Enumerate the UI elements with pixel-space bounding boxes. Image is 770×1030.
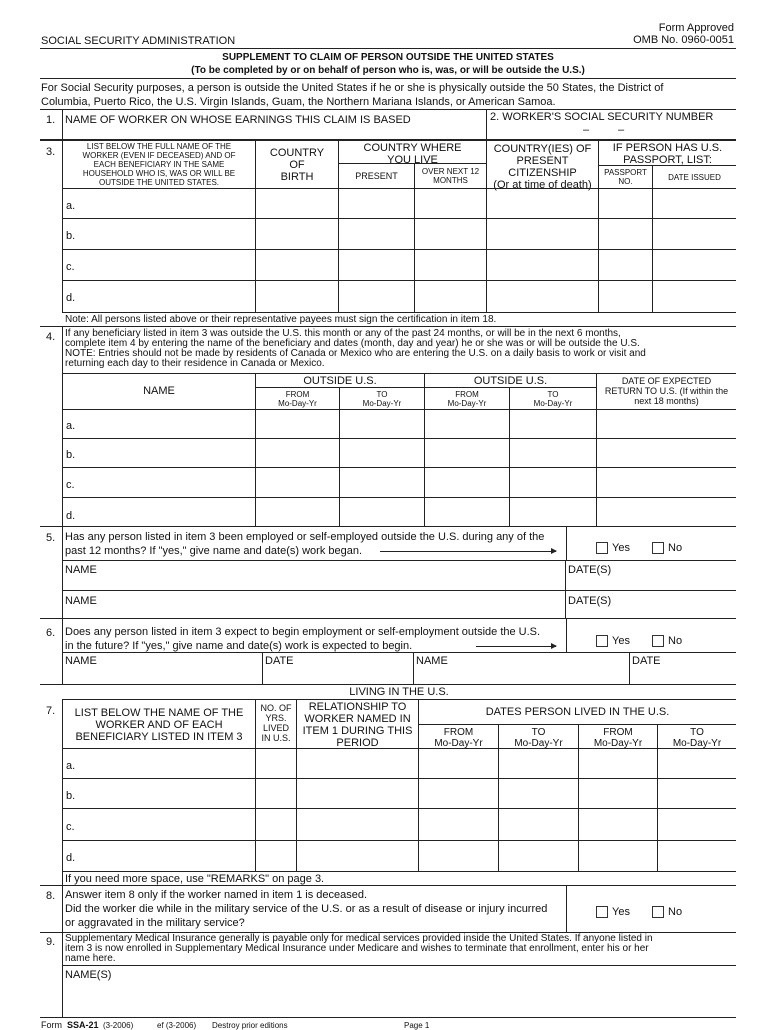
outside-us-header-1: OUTSIDE U.S.: [303, 375, 377, 387]
item7-from-2: FROM: [603, 727, 633, 738]
form-subtitle: (To be completed by or on behalf of person who is, was, or will be outside the U.S.): [191, 65, 585, 76]
item5-number: 5.: [46, 532, 56, 544]
item9-names-field[interactable]: NAME(S): [65, 969, 112, 981]
citizen-header-4: (Or at time of death): [493, 179, 592, 191]
item6-question-1: Does any person listed in item 3 expect to begin employment or self-employment outside the U.S.: [65, 626, 541, 638]
item4-from-1: FROM: [285, 390, 310, 399]
passport-no-1: PASSPORT: [604, 168, 647, 177]
omb-number: OMB No. 0960-0051: [633, 34, 734, 46]
item8-question-2: Did the worker die while in the military service of the U.S. or as a result of disease or injury incurred: [65, 903, 548, 915]
item3-row-d[interactable]: d.: [66, 292, 76, 304]
item3-list-header-2: WORKER (EVEN IF DECEASED) AND OF: [82, 151, 236, 160]
yrs-header-1: NO. OF: [260, 703, 292, 713]
living-in-us-header: LIVING IN THE U.S.: [349, 686, 449, 698]
item4-number: 4.: [46, 331, 56, 343]
item3-row-c[interactable]: c.: [66, 261, 75, 273]
rel-header-3: ITEM 1 DURING THIS: [302, 725, 413, 737]
item3-row-a[interactable]: a.: [66, 200, 76, 212]
birth-header-1: COUNTRY: [269, 147, 325, 159]
item6-name-2[interactable]: NAME: [416, 655, 448, 667]
item6-yes-label: Yes: [612, 635, 630, 647]
item6-yes-checkbox[interactable]: [596, 635, 608, 647]
item5-name-1[interactable]: NAME: [65, 564, 97, 576]
item5-no-checkbox[interactable]: [652, 542, 664, 554]
birth-header-3: BIRTH: [280, 171, 314, 183]
item8-question-3: or aggravated in the military service?: [65, 917, 245, 929]
item6-date-1[interactable]: DATE: [265, 655, 294, 667]
item7-mdy-1: Mo-Day-Yr: [434, 738, 483, 749]
passport-header-1: IF PERSON HAS U.S.: [612, 142, 723, 154]
item4-text-4: returning each day to their residence in Canada or Mexico.: [65, 358, 325, 369]
dates-lived-header: DATES PERSON LIVED IN THE U.S.: [485, 706, 670, 718]
footer-form-date: (3-2006): [103, 1021, 134, 1030]
item6-date-2[interactable]: DATE: [632, 655, 661, 667]
item7-more-space: If you need more space, use "REMARKS" on page 3.: [65, 873, 325, 885]
item3-row-b[interactable]: b.: [66, 230, 76, 242]
present-header: PRESENT: [355, 171, 398, 181]
item3-list-header-3: EACH BENEFICIARY IN THE SAME: [93, 160, 225, 169]
item5-yes-checkbox[interactable]: [596, 542, 608, 554]
item7-row-b[interactable]: b.: [66, 790, 76, 802]
item4-text-3: NOTE: Entries should not be made by residents of Canada or Mexico who are entering the U.S. on a daily basis to work or visit and: [65, 348, 646, 359]
footer-form-label: Form: [41, 1020, 62, 1030]
item8-yes-label: Yes: [612, 906, 630, 918]
item9-text-1: Supplementary Medical Insurance generally is payable only for medical services provided inside the United States. If anyone listed in: [65, 933, 653, 944]
item3-list-header-4: HOUSEHOLD WHO IS, WAS OR WILL BE: [82, 169, 236, 178]
passport-header-2: PASSPORT, LIST:: [623, 154, 712, 166]
item4-row-b[interactable]: b.: [66, 449, 76, 461]
footer-page: Page 1: [404, 1021, 430, 1030]
item8-question-1: Answer item 8 only if the worker named in item 1 is deceased.: [65, 889, 368, 901]
footer-form-code: SSA-21: [67, 1020, 99, 1030]
item4-to-2: TO: [547, 390, 559, 399]
passport-no-2: NO.: [618, 177, 633, 186]
item3-list-header-5: OUTSIDE THE UNITED STATES.: [98, 178, 219, 187]
item9-number: 9.: [46, 936, 56, 948]
item4-text-2: complete item 4 by entering the name of the beneficiary and dates (month, day and year) he or she was or will be outside the U.S.: [65, 338, 640, 349]
yrs-header-2: YRS.: [265, 713, 287, 723]
expected-return-1: DATE OF EXPECTED: [621, 376, 712, 386]
item7-to-2: TO: [690, 727, 704, 738]
item7-row-d[interactable]: d.: [66, 852, 76, 864]
item3-list-header-1: LIST BELOW THE FULL NAME OF THE: [86, 142, 232, 151]
item7-mdy-3: Mo-Day-Yr: [593, 738, 643, 749]
next12-header-1: OVER NEXT 12: [421, 167, 480, 176]
item5-question-2: past 12 months? If "yes," give name and date(s) work began.: [65, 545, 363, 557]
agency-name: SOCIAL SECURITY ADMINISTRATION: [41, 35, 236, 47]
item3-number: 3.: [46, 146, 56, 158]
form-approved: Form Approved: [658, 22, 734, 34]
item8-no-checkbox[interactable]: [652, 906, 664, 918]
birth-header-2: OF: [289, 159, 305, 171]
item6-name-1[interactable]: NAME: [65, 655, 97, 667]
item4-mdy-1: Mo-Day-Yr: [278, 399, 317, 408]
item8-yes-checkbox[interactable]: [596, 906, 608, 918]
item4-from-2: FROM: [455, 390, 479, 399]
item4-text-1: If any beneficiary listed in item 3 was outside the U.S. this month or any of the past 24 months, or will be in the next 6 months,: [65, 328, 621, 339]
item7-from-1: FROM: [443, 727, 474, 738]
date-issued-header: DATE ISSUED: [668, 173, 721, 182]
item5-no-label: No: [668, 542, 683, 554]
item9-text-2: item 3 is now enrolled in Supplementary Medical Insurance under Medicare and wishes to terminate that enrollment, enter his or her: [65, 943, 649, 954]
yrs-header-3: LIVED: [262, 723, 289, 733]
citizen-header-2: PRESENT: [516, 155, 569, 167]
item7-number: 7.: [46, 705, 56, 717]
item7-list-header-1: LIST BELOW THE NAME OF THE: [74, 707, 244, 719]
rel-header-2: WORKER NAMED IN: [304, 713, 411, 725]
intro-text-1: For Social Security purposes, a person is outside the United States if he or she is physically outside the 50 States, the District of: [41, 82, 664, 94]
outside-us-header-2: OUTSIDE U.S.: [473, 375, 548, 387]
rel-header-1: RELATIONSHIP TO: [308, 701, 407, 713]
item7-to-1: TO: [531, 727, 546, 738]
item5-yes-label: Yes: [612, 542, 630, 554]
live-header-1: COUNTRY WHERE: [363, 142, 462, 154]
footer-ef: ef (3-2006): [157, 1021, 197, 1030]
item7-row-c[interactable]: c.: [66, 821, 75, 833]
item7-list-header-3: BENEFICIARY LISTED IN ITEM 3: [75, 731, 243, 743]
item8-number: 8.: [46, 890, 56, 902]
item5-question-1: Has any person listed in item 3 been employed or self-employed outside the U.S. during any of the: [65, 531, 545, 543]
expected-return-2: RETURN TO U.S. (If within the: [604, 386, 729, 396]
intro-text-2: Columbia, Puerto Rico, the U.S. Virgin Islands, Guam, the Northern Mariana Islands, or American Samoa.: [41, 96, 556, 108]
item7-list-header-2: WORKER AND OF EACH: [95, 719, 223, 731]
item6-arrow: [476, 646, 556, 647]
item4-mdy-2: Mo-Day-Yr: [362, 399, 402, 408]
item9-text-3: name here.: [65, 953, 116, 964]
item4-row-c[interactable]: c.: [66, 479, 75, 491]
ssn-dash-1: –: [583, 124, 590, 136]
item5-dates-2[interactable]: DATE(S): [568, 595, 612, 607]
item2-label[interactable]: 2. WORKER'S SOCIAL SECURITY NUMBER: [490, 111, 714, 123]
item7-mdy-2: Mo-Day-Yr: [514, 738, 563, 749]
item6-no-checkbox[interactable]: [652, 635, 664, 647]
citizen-header-3: CITIZENSHIP: [508, 167, 577, 179]
next12-header-2: MONTHS: [433, 176, 468, 185]
item4-mdy-4: Mo-Day-Yr: [533, 399, 573, 408]
item3-note: Note: All persons listed above or their representative payees must sign the certification in item 18.: [65, 314, 497, 325]
live-header-2: YOU LIVE: [387, 154, 438, 166]
yrs-header-4: IN U.S.: [261, 733, 291, 743]
item5-arrow: [380, 551, 556, 552]
expected-return-3: next 18 months): [634, 396, 699, 406]
item6-question-2: in the future? If "yes," give name and date(s) work is expected to begin.: [65, 640, 413, 652]
citizen-header-1: COUNTRY(IES) OF: [493, 143, 592, 155]
footer-destroy: Destroy prior editions: [212, 1021, 288, 1030]
item1-label[interactable]: NAME OF WORKER ON WHOSE EARNINGS THIS CLAIM IS BASED: [65, 114, 411, 126]
item7-mdy-4: Mo-Day-Yr: [672, 738, 722, 749]
item7-row-a[interactable]: a.: [66, 760, 76, 772]
item8-no-label: No: [668, 906, 683, 918]
item6-number: 6.: [46, 627, 56, 639]
rel-header-4: PERIOD: [336, 737, 379, 749]
item4-row-d[interactable]: d.: [66, 510, 76, 522]
item5-name-2[interactable]: NAME: [65, 595, 97, 607]
item5-dates-1[interactable]: DATE(S): [568, 564, 612, 576]
item4-row-a[interactable]: a.: [66, 420, 76, 432]
item4-mdy-3: Mo-Day-Yr: [447, 399, 487, 408]
item6-no-label: No: [668, 635, 683, 647]
item1-number: 1.: [46, 114, 56, 126]
ssn-dash-2: –: [618, 124, 625, 136]
form-title: SUPPLEMENT TO CLAIM OF PERSON OUTSIDE THE UNITED STATES: [222, 52, 554, 63]
item4-name-header: NAME: [143, 385, 175, 397]
item4-to-1: TO: [376, 390, 388, 399]
